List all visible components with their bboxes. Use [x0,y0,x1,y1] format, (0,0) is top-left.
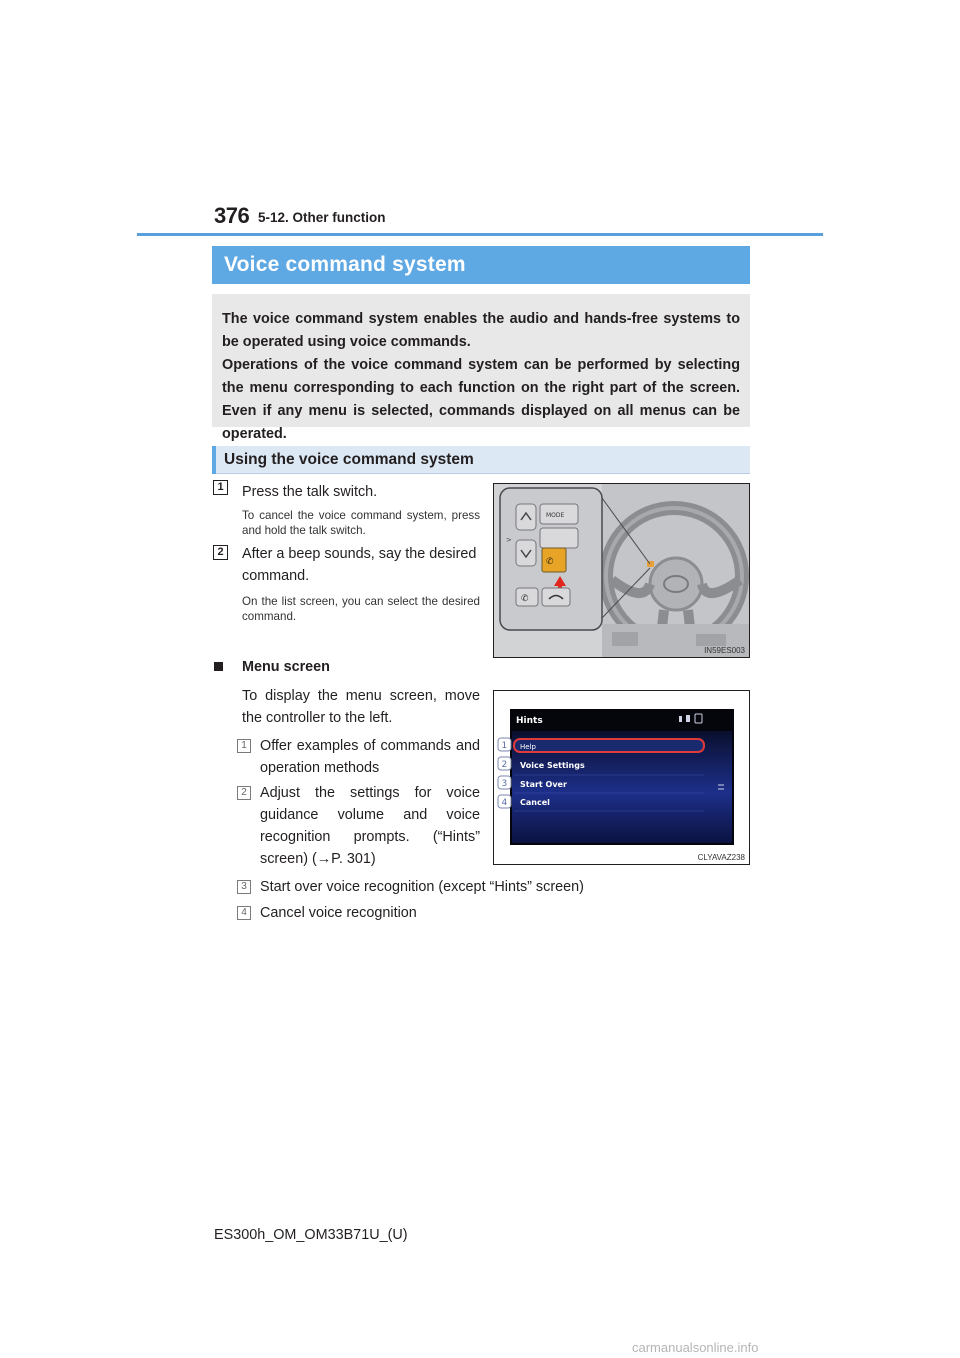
step-note: On the list screen, you can select the desired command. [242,595,480,623]
footer-document-code: ES300h_OM_OM33B71U_(U) [214,1227,408,1243]
hints-screen-illustration [494,691,749,864]
hints-menu-help: Help [520,743,536,751]
watermark: carmanualsonline.info [632,1340,759,1355]
svg-text:✆: ✆ [521,594,529,604]
step-number-badge: 1 [213,480,228,495]
section-label: 5-12. Other function [258,210,386,225]
item-number-badge: 3 [237,880,251,894]
item-number-badge: 4 [237,906,251,920]
hints-menu-cancel: Cancel [520,798,550,807]
header-rule [137,233,823,236]
menu-item-description: Cancel voice recognition [260,905,417,921]
step-text: Press the talk switch. [242,484,378,500]
steering-wheel-illustration [494,484,749,657]
step-note: To cancel the voice command system, press and hold the talk switch. [242,509,480,537]
menu-screen-description: To display the menu screen, move the controller to the left. [242,688,480,726]
step-text: After a beep sounds, say the desired command. [242,546,477,584]
item-number-badge: 2 [237,786,251,800]
hints-screen-figure [493,690,750,865]
bullet-square-icon [214,662,223,671]
hints-menu-start-over: Start Over [520,780,567,789]
menu-item-description: Start over voice recognition (except “Hints” screen) [260,879,584,895]
figure-code: IN59ES003 [704,646,745,655]
hints-menu-voice-settings: Voice Settings [520,761,585,770]
mode-label: MODE [546,512,565,519]
page-number: 376 [214,203,250,228]
figure-code: CLYAVAZ238 [697,853,745,862]
subheading-accent [212,446,216,474]
menu-screen-heading: Menu screen [242,659,330,675]
menu-item-description: Offer examples of commands and operation methods [260,738,480,776]
hints-screen-title: Hints [516,716,543,726]
intro-paragraph: The voice command system enables the audio and hands-free systems to be operated using voice commands. [222,311,740,350]
svg-text:✆: ✆ [546,557,554,567]
item-number-badge: 1 [237,739,251,753]
page-title: Voice command system [224,253,466,276]
step-number-badge: 2 [213,545,228,560]
intro-paragraph: Operations of the voice command system can be performed by selecting the menu corresponding to each function on the right part of the screen. Even if any menu is selected, commands displayed on all menus can be operated. [222,357,740,442]
subheading: Using the voice command system [224,451,474,468]
callout-4: 4 [501,798,508,808]
steering-wheel-figure [493,483,750,658]
callout-2: 2 [501,760,508,770]
callout-3: 3 [501,779,508,789]
callout-1: 1 [501,741,508,751]
svg-text:>: > [506,536,512,544]
menu-item-description: Adjust the settings for voice guidance volume and voice recognition prompts. (“Hints” screen) (→P. 301) [260,785,480,867]
